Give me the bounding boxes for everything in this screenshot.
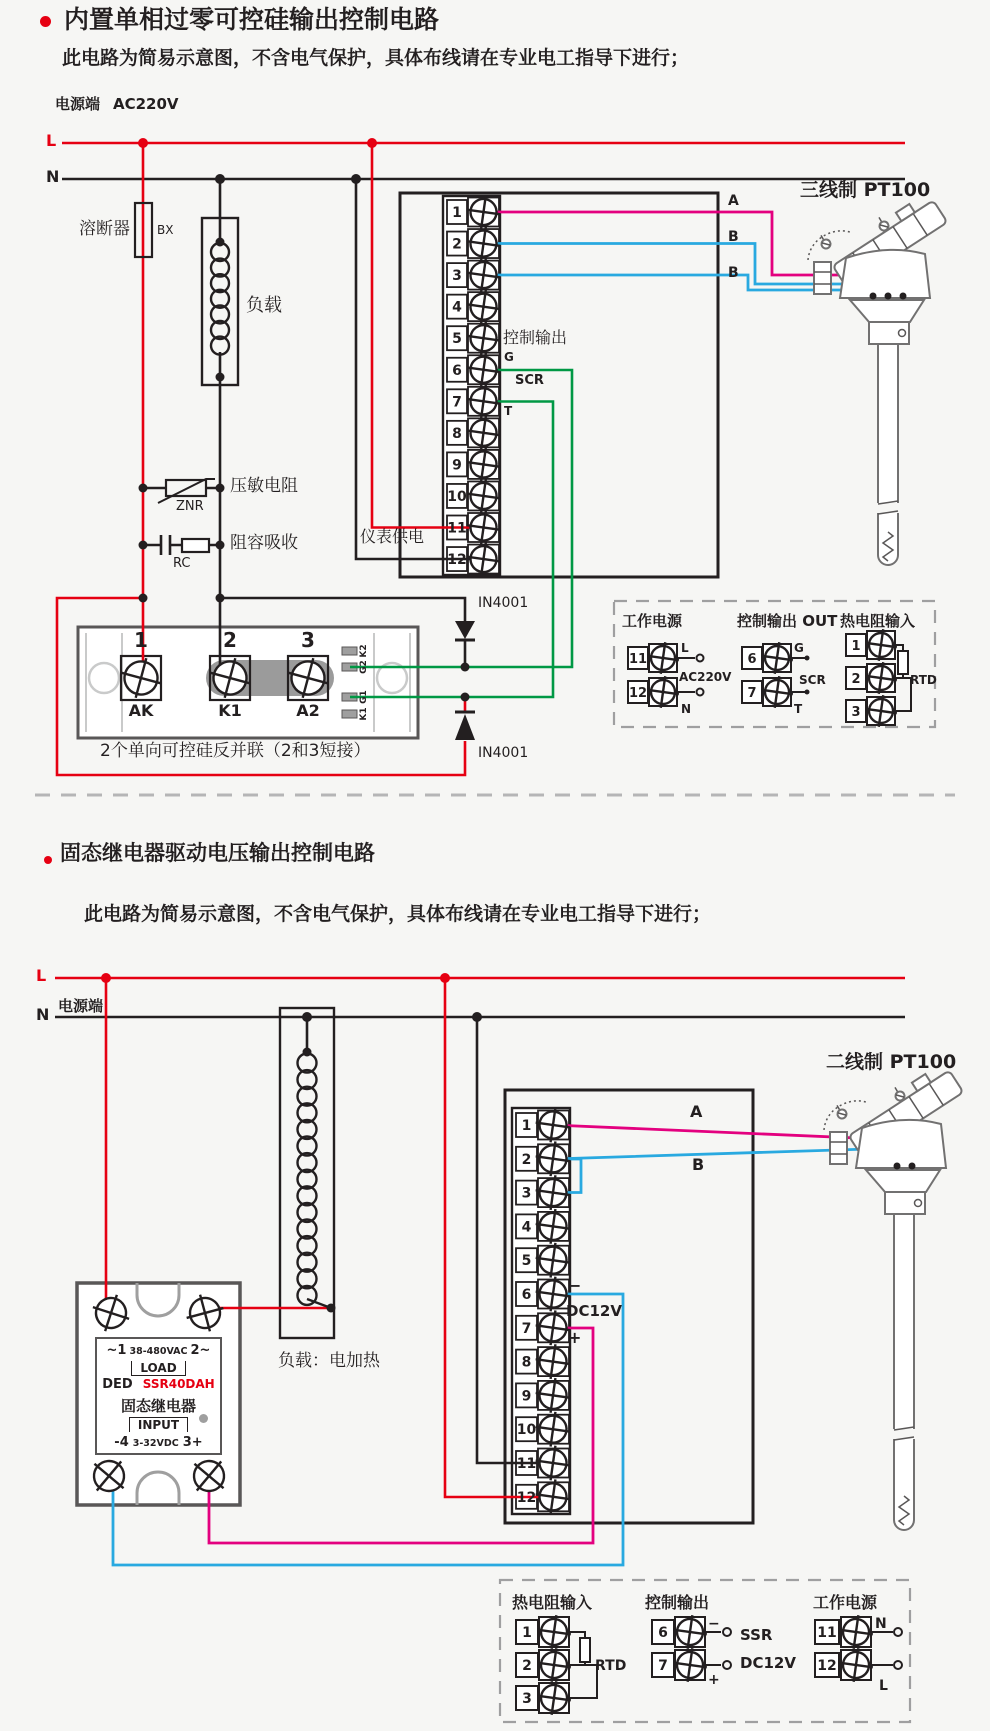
diode-in4001-2: [455, 712, 475, 740]
legend1-rtd-title: 热电阻输入: [840, 612, 916, 630]
ssr-ac-range: 38-480VAC: [129, 1346, 188, 1357]
ssr-in-range: 3-32VDC: [132, 1437, 179, 1449]
live-label-1: L: [46, 131, 57, 150]
terminal-number: 8: [521, 1354, 532, 1371]
dc-plus-label: +: [568, 1328, 582, 1347]
wire-a-label-1: A: [728, 193, 739, 209]
terminal-number: 6: [452, 362, 462, 379]
dc-voltage-label: DC12V: [566, 1302, 622, 1320]
scr-terminal-2-name: K1: [218, 701, 242, 720]
svg-text:2: 2: [851, 672, 861, 687]
bullet-icon: [40, 16, 51, 27]
svg-text:2: 2: [522, 1658, 532, 1674]
ssr-input-label: INPUT: [129, 1417, 188, 1432]
legend2-output-title: 控制输出: [645, 1593, 710, 1612]
gate-label: G: [504, 350, 514, 364]
terminal-number: 12: [447, 552, 467, 569]
load-label-1: 负载: [246, 295, 282, 316]
svg-text:12: 12: [817, 1658, 837, 1674]
rc-label: 阻容吸收: [230, 533, 298, 553]
terminal-number: 3: [521, 1185, 532, 1202]
pt100-sensor: [808, 192, 947, 565]
terminal-number: 9: [521, 1388, 532, 1405]
ssr-label-panel: [95, 1337, 222, 1455]
t-label: T: [504, 404, 513, 418]
section2-title: 固态继电器驱动电压输出控制电路: [60, 841, 375, 865]
fuse-code: BX: [157, 223, 174, 237]
svg-text:G: G: [794, 641, 804, 655]
legend2-rtd-title: 热电阻输入: [512, 1593, 593, 1612]
svg-text:N: N: [875, 1616, 887, 1632]
wire-b2-label-1: B: [728, 265, 739, 281]
terminal-number: 9: [452, 457, 462, 474]
scr-terminal-3-number: 3: [301, 628, 315, 652]
svg-text:L: L: [879, 1678, 888, 1694]
terminal-number: 1: [452, 205, 462, 221]
scr-label: SCR: [515, 373, 544, 388]
scr-terminal-3-name: A2: [296, 701, 320, 720]
svg-text:DC12V: DC12V: [740, 1654, 796, 1672]
load-label-2: 负载：电加热: [278, 1351, 380, 1371]
scr-terminal-1-number: 1: [134, 628, 148, 652]
terminal-number: 11: [447, 520, 467, 537]
scr-side-g1: G1: [358, 690, 369, 704]
control-output-label-1: 控制输出: [503, 328, 568, 347]
scr-terminal-2-number: 2: [223, 628, 237, 652]
rc-snubber-symbol: [161, 535, 209, 555]
terminal-number: 3: [452, 268, 462, 285]
ssr-in-plus: 3+: [182, 1434, 203, 1450]
terminal-number: 12: [516, 1489, 537, 1506]
coil-symbol: [298, 1054, 317, 1305]
scr-caption: 2个单向可控硅反并联（2和3短接）: [100, 741, 371, 761]
ssr-brand: DED: [102, 1377, 133, 1393]
diode1-wire: [220, 598, 465, 621]
live-label-2: L: [36, 966, 47, 985]
svg-text:SCR: SCR: [799, 673, 826, 687]
scr-side-k2: K2: [358, 644, 369, 658]
wire-a-label-2: A: [690, 1102, 703, 1121]
svg-text:+: +: [708, 1672, 720, 1688]
wire-b-label-2: B: [692, 1155, 705, 1174]
svg-text:L: L: [681, 641, 689, 655]
svg-text:6: 6: [658, 1625, 668, 1641]
terminal-number: 8: [452, 425, 462, 442]
power-terminal-label-2: 电源端: [58, 997, 104, 1015]
diode2-label: IN4001: [478, 745, 529, 761]
rc-code: RC: [173, 556, 191, 571]
wire-b1-label-1: B: [728, 229, 739, 245]
ssr-model: SSR40DAH: [142, 1377, 215, 1392]
section1-subtitle: 此电路为简易示意图，不含电气保护，具体布线请在专业电工指导下进行；: [62, 47, 690, 69]
svg-text:1: 1: [851, 639, 861, 654]
neutral-label-2: N: [36, 1005, 50, 1024]
ssr-in-minus: -4: [114, 1434, 129, 1450]
sensor-label-1: 三线制 PT100: [800, 179, 931, 201]
ssr-ac2: 2~: [190, 1343, 211, 1358]
svg-text:11: 11: [817, 1625, 837, 1641]
varistor-label: 压敏电阻: [230, 476, 298, 496]
scr-terminal-1-name: AK: [128, 701, 154, 720]
meter-supply-label: 仪表供电: [360, 527, 425, 546]
legend1-output-title: 控制输出 OUT: [737, 612, 838, 630]
terminal-number: 4: [452, 299, 462, 316]
terminal-number: 2: [452, 236, 462, 253]
fuse-label: 溶断器: [79, 219, 130, 239]
terminal-number: 1: [521, 1118, 532, 1134]
svg-text:7: 7: [658, 1658, 668, 1674]
terminal-number: 10: [516, 1422, 537, 1439]
ssr-ac1: ~1: [106, 1343, 127, 1358]
svg-text:SSR: SSR: [740, 1626, 773, 1644]
section1-title: 内置单相过零可控硅输出控制电路: [64, 5, 440, 34]
dc-minus-label: −: [568, 1276, 582, 1295]
pt100-sensor: [824, 1062, 963, 1530]
section2-subtitle: 此电路为简易示意图，不含电气保护，具体布线请在专业电工指导下进行；: [84, 903, 712, 925]
terminal-number: 7: [521, 1320, 532, 1337]
power-terminal-label-1: 电源端: [55, 95, 101, 113]
terminal-number: 5: [521, 1253, 532, 1270]
coil-symbol: [211, 243, 229, 355]
ssr-load-label: LOAD: [131, 1361, 185, 1376]
voltage-label-1: AC220V: [113, 95, 179, 113]
svg-text:1: 1: [522, 1625, 532, 1641]
svg-text:3: 3: [851, 705, 861, 720]
ssr-name: 固态继电器: [120, 1396, 196, 1415]
svg-text:N: N: [681, 702, 692, 716]
terminal-number: 2: [521, 1151, 532, 1168]
terminal-number: 11: [516, 1456, 537, 1472]
bullet-icon: [44, 856, 52, 864]
terminal-number: 7: [452, 394, 462, 411]
svg-text:−: −: [708, 1616, 720, 1632]
terminal-number: 4: [521, 1219, 532, 1236]
scr-side-g2: G2: [358, 660, 369, 674]
svg-text:T: T: [794, 702, 803, 716]
svg-text:RTD: RTD: [595, 1658, 627, 1674]
sensor-wire-a-1: [483, 212, 902, 291]
svg-text:12: 12: [628, 686, 648, 701]
terminal-number: 10: [447, 488, 467, 505]
varistor-code: ZNR: [176, 499, 204, 514]
svg-text:AC220V: AC220V: [679, 670, 732, 684]
neutral-label-1: N: [46, 167, 60, 186]
legend1-power-title: 工作电源: [622, 612, 683, 630]
legend2-power-title: 工作电源: [813, 1593, 878, 1612]
scr-side-k1: K1: [358, 707, 369, 721]
svg-text:RTD: RTD: [910, 673, 937, 687]
terminal-number: 5: [452, 331, 462, 348]
svg-text:7: 7: [747, 686, 757, 701]
diode1-label: IN4001: [478, 595, 529, 611]
svg-text:11: 11: [628, 652, 648, 667]
sensor-label-2: 二线制 PT100: [826, 1051, 957, 1073]
svg-text:3: 3: [522, 1691, 532, 1707]
diode-in4001-1: [455, 621, 475, 640]
ssr-led-icon: [199, 1414, 208, 1423]
svg-text:6: 6: [747, 652, 757, 667]
terminal-number: 6: [521, 1287, 532, 1303]
